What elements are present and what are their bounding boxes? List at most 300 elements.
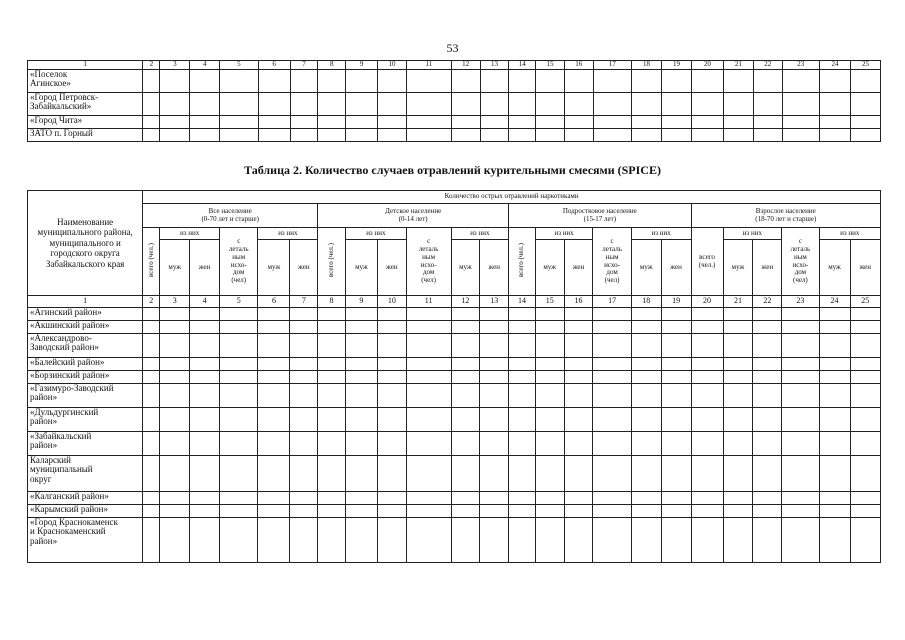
data-cell — [723, 505, 753, 518]
municipality-name: «Город Петровск- Забайкальский» — [28, 93, 143, 116]
data-cell — [723, 492, 753, 505]
data-cell — [190, 308, 220, 321]
data-cell — [662, 70, 692, 93]
data-cell — [480, 371, 509, 384]
column-number: 13 — [480, 296, 509, 308]
data-cell — [593, 358, 631, 371]
data-cell — [691, 408, 723, 432]
data-cell — [290, 518, 318, 563]
page-number: 53 — [446, 41, 459, 55]
data-cell — [535, 358, 564, 371]
data-cell — [190, 321, 220, 334]
data-cell — [631, 384, 661, 408]
data-cell — [753, 358, 782, 371]
data-cell — [819, 334, 850, 358]
data-cell — [258, 518, 290, 563]
data-cell — [377, 408, 406, 432]
column-number: 7 — [290, 61, 318, 70]
data-cell — [535, 505, 564, 518]
data-cell — [535, 384, 564, 408]
data-cell — [691, 334, 723, 358]
data-cell — [632, 70, 662, 93]
data-cell — [509, 93, 536, 116]
column-number: 20 — [691, 296, 723, 308]
data-cell — [220, 492, 258, 505]
table-row — [28, 93, 881, 116]
municipality-name: «Карымский район» — [28, 505, 143, 518]
column-number: 21 — [723, 61, 753, 70]
column-number: 21 — [723, 296, 753, 308]
column-number: 3 — [160, 296, 190, 308]
data-cell — [377, 505, 406, 518]
data-cell — [378, 116, 407, 129]
data-cell — [346, 129, 378, 142]
data-cell — [632, 116, 662, 129]
data-cell — [691, 518, 723, 563]
data-cell — [819, 408, 850, 432]
data-cell — [480, 116, 509, 129]
data-cell — [782, 518, 819, 563]
data-cell — [632, 93, 662, 116]
data-cell — [378, 129, 407, 142]
data-cell — [160, 321, 190, 334]
data-cell — [850, 334, 881, 358]
data-cell — [782, 116, 819, 129]
data-cell — [850, 93, 880, 116]
data-cell — [406, 129, 451, 142]
data-cell — [290, 505, 318, 518]
data-cell — [160, 408, 190, 432]
data-cell — [631, 505, 661, 518]
data-cell — [631, 408, 661, 432]
data-cell — [377, 321, 406, 334]
data-cell — [593, 308, 631, 321]
data-cell — [509, 371, 536, 384]
data-cell — [220, 384, 258, 408]
data-cell — [850, 371, 881, 384]
column-number: 23 — [782, 61, 819, 70]
data-cell — [160, 70, 190, 93]
column-number: 5 — [220, 296, 258, 308]
data-cell — [564, 308, 593, 321]
data-cell — [509, 308, 536, 321]
data-cell — [753, 518, 782, 563]
data-cell — [220, 334, 258, 358]
data-cell — [661, 358, 691, 371]
data-cell — [346, 116, 378, 129]
data-cell — [632, 129, 662, 142]
data-cell — [819, 93, 850, 116]
data-cell — [564, 456, 593, 492]
data-cell — [143, 321, 160, 334]
data-cell — [258, 70, 290, 93]
female-header: жен — [377, 240, 406, 296]
data-cell — [661, 308, 691, 321]
data-cell — [406, 492, 451, 505]
data-cell — [346, 93, 378, 116]
data-cell — [593, 334, 631, 358]
lethal-outcome-header: с леталь ным исхо- дом (чел) — [593, 228, 631, 296]
data-cell — [509, 518, 536, 563]
data-cell — [318, 518, 346, 563]
data-cell — [564, 384, 593, 408]
top-table — [27, 60, 881, 142]
column-number: 12 — [451, 61, 480, 70]
data-cell — [593, 408, 631, 432]
data-cell — [143, 408, 160, 432]
data-cell — [220, 456, 258, 492]
data-cell — [782, 129, 819, 142]
male-header: муж — [723, 240, 753, 296]
table-row — [28, 384, 881, 408]
data-cell — [143, 384, 160, 408]
column-number: 1 — [28, 296, 143, 308]
data-cell — [536, 116, 565, 129]
data-cell — [753, 432, 782, 456]
data-cell — [258, 432, 290, 456]
data-cell — [377, 492, 406, 505]
data-cell — [290, 321, 318, 334]
data-cell — [258, 358, 290, 371]
column-number: 4 — [190, 296, 220, 308]
data-cell — [143, 334, 160, 358]
data-cell — [782, 334, 819, 358]
data-cell — [220, 358, 258, 371]
data-cell — [451, 371, 480, 384]
data-cell — [753, 456, 782, 492]
data-cell — [593, 371, 631, 384]
data-cell — [536, 129, 565, 142]
data-cell — [451, 308, 480, 321]
municipality-name: «Забайкальский район» — [28, 432, 143, 456]
municipality-name: «Борзинский район» — [28, 371, 143, 384]
data-cell — [753, 129, 782, 142]
column-number: 3 — [160, 61, 190, 70]
lethal-outcome-header: с леталь ным исхо- дом (чел) — [406, 228, 451, 296]
data-cell — [160, 334, 190, 358]
data-cell — [782, 371, 819, 384]
age-group-header: Все население (0-70 лет и старше) — [143, 204, 318, 228]
header-row-super — [28, 191, 881, 204]
data-cell — [509, 456, 536, 492]
data-cell — [160, 116, 190, 129]
data-cell — [819, 384, 850, 408]
data-cell — [850, 358, 881, 371]
column-number: 25 — [850, 296, 881, 308]
of-them-header: из них — [535, 228, 593, 240]
data-cell — [290, 432, 318, 456]
municipality-name: «Александрово- Заводский район» — [28, 334, 143, 358]
data-cell — [143, 492, 160, 505]
data-cell — [220, 408, 258, 432]
column-number: 8 — [318, 296, 346, 308]
data-cell — [631, 492, 661, 505]
data-cell — [451, 456, 480, 492]
column-number: 4 — [190, 61, 220, 70]
of-them-header: из них — [345, 228, 406, 240]
data-cell — [753, 371, 782, 384]
data-cell — [819, 492, 850, 505]
data-cell — [406, 93, 451, 116]
data-cell — [480, 334, 509, 358]
data-cell — [536, 70, 565, 93]
data-cell — [143, 371, 160, 384]
data-cell — [190, 518, 220, 563]
data-cell — [593, 70, 631, 93]
data-cell — [819, 321, 850, 334]
column-number-row — [28, 296, 881, 308]
data-cell — [535, 456, 564, 492]
data-cell — [850, 116, 880, 129]
data-cell — [819, 505, 850, 518]
data-cell — [782, 432, 819, 456]
data-cell — [691, 321, 723, 334]
data-cell — [631, 358, 661, 371]
column-number: 10 — [378, 61, 407, 70]
data-cell — [160, 518, 190, 563]
data-cell — [661, 492, 691, 505]
data-cell — [258, 308, 290, 321]
data-cell — [819, 371, 850, 384]
data-cell — [451, 518, 480, 563]
data-cell — [819, 129, 850, 142]
column-number: 14 — [509, 296, 536, 308]
data-cell — [318, 384, 346, 408]
data-cell — [143, 308, 160, 321]
data-cell — [160, 505, 190, 518]
column-number: 18 — [632, 61, 662, 70]
data-cell — [723, 408, 753, 432]
column-number: 10 — [377, 296, 406, 308]
data-cell — [509, 505, 536, 518]
data-cell — [190, 358, 220, 371]
data-cell — [160, 384, 190, 408]
data-cell — [160, 492, 190, 505]
data-cell — [850, 384, 881, 408]
data-cell — [318, 492, 346, 505]
data-cell — [480, 70, 509, 93]
data-cell — [662, 93, 692, 116]
data-cell — [406, 308, 451, 321]
column-number: 24 — [819, 61, 850, 70]
data-cell — [220, 321, 258, 334]
data-cell — [850, 432, 881, 456]
data-cell — [819, 518, 850, 563]
data-cell — [480, 456, 509, 492]
data-cell — [819, 116, 850, 129]
data-cell — [850, 456, 881, 492]
data-cell — [480, 518, 509, 563]
data-cell — [190, 492, 220, 505]
data-cell — [691, 70, 723, 93]
data-cell — [564, 129, 593, 142]
column-number: 22 — [753, 296, 782, 308]
data-cell — [318, 129, 346, 142]
data-cell — [377, 456, 406, 492]
data-cell — [661, 384, 691, 408]
data-cell — [564, 70, 593, 93]
column-number: 6 — [258, 61, 290, 70]
municipality-name: «Калганский район» — [28, 492, 143, 505]
data-cell — [190, 334, 220, 358]
column-number: 18 — [631, 296, 661, 308]
data-cell — [691, 93, 723, 116]
data-cell — [593, 492, 631, 505]
data-cell — [258, 492, 290, 505]
data-cell — [345, 408, 377, 432]
data-cell — [509, 432, 536, 456]
data-cell — [220, 93, 258, 116]
data-cell — [753, 492, 782, 505]
municipality-name: «Газимуро-Заводский район» — [28, 384, 143, 408]
data-cell — [753, 321, 782, 334]
data-cell — [377, 432, 406, 456]
data-cell — [535, 518, 564, 563]
column-number: 6 — [258, 296, 290, 308]
data-cell — [258, 116, 290, 129]
data-cell — [691, 492, 723, 505]
data-cell — [691, 432, 723, 456]
table-row — [28, 116, 881, 129]
data-cell — [593, 518, 631, 563]
data-cell — [691, 371, 723, 384]
data-cell — [318, 408, 346, 432]
data-cell — [509, 408, 536, 432]
data-cell — [782, 70, 819, 93]
data-cell — [631, 334, 661, 358]
data-cell — [509, 70, 536, 93]
column-number: 2 — [143, 296, 160, 308]
data-cell — [318, 93, 346, 116]
column-number: 5 — [220, 61, 258, 70]
data-cell — [480, 321, 509, 334]
data-cell — [723, 93, 753, 116]
data-cell — [345, 371, 377, 384]
column-number: 17 — [593, 296, 631, 308]
data-cell — [850, 321, 881, 334]
data-cell — [536, 93, 565, 116]
data-cell — [258, 456, 290, 492]
data-cell — [782, 93, 819, 116]
male-header: муж — [258, 240, 290, 296]
data-cell — [723, 129, 753, 142]
data-cell — [290, 371, 318, 384]
of-them-header: из них — [631, 228, 691, 240]
column-number: 15 — [536, 61, 565, 70]
data-cell — [377, 358, 406, 371]
total-persons-header — [143, 228, 160, 296]
data-cell — [535, 371, 564, 384]
data-cell — [451, 334, 480, 358]
data-cell — [377, 334, 406, 358]
total-persons-header — [318, 228, 346, 296]
data-cell — [564, 116, 593, 129]
data-cell — [290, 384, 318, 408]
data-cell — [661, 456, 691, 492]
data-cell — [345, 505, 377, 518]
age-group-header: Взрослое население (18-70 лет и старше) — [691, 204, 880, 228]
data-cell — [753, 116, 782, 129]
data-cell — [782, 358, 819, 371]
column-number: 23 — [782, 296, 819, 308]
data-cell — [850, 518, 881, 563]
data-cell — [346, 70, 378, 93]
data-cell — [406, 518, 451, 563]
data-cell — [377, 518, 406, 563]
data-cell — [160, 308, 190, 321]
data-cell — [345, 432, 377, 456]
data-cell — [782, 408, 819, 432]
female-header: жен — [564, 240, 593, 296]
data-cell — [406, 384, 451, 408]
column-number: 2 — [143, 61, 160, 70]
column-number: 16 — [564, 61, 593, 70]
data-cell — [564, 93, 593, 116]
data-cell — [318, 432, 346, 456]
data-cell — [406, 456, 451, 492]
column-number: 11 — [406, 61, 451, 70]
data-cell — [691, 505, 723, 518]
data-cell — [290, 358, 318, 371]
data-cell — [535, 408, 564, 432]
data-cell — [220, 432, 258, 456]
data-cell — [451, 492, 480, 505]
data-cell — [290, 308, 318, 321]
data-cell — [160, 456, 190, 492]
table-row — [28, 456, 881, 492]
data-cell — [160, 129, 190, 142]
data-cell — [318, 116, 346, 129]
data-cell — [850, 129, 880, 142]
total-persons-header: всего (чел.) — [691, 228, 723, 296]
data-cell — [661, 321, 691, 334]
data-cell — [258, 129, 290, 142]
data-cell — [480, 93, 509, 116]
data-cell — [190, 129, 220, 142]
column-number: 1 — [28, 61, 143, 70]
data-cell — [318, 371, 346, 384]
data-cell — [850, 492, 881, 505]
table-row — [28, 518, 881, 563]
table-row — [28, 129, 881, 142]
data-cell — [143, 70, 160, 93]
data-cell — [593, 321, 631, 334]
data-cell — [661, 518, 691, 563]
table-row — [28, 408, 881, 432]
data-cell — [691, 384, 723, 408]
data-cell — [377, 384, 406, 408]
data-cell — [753, 408, 782, 432]
data-cell — [318, 358, 346, 371]
female-header: жен — [190, 240, 220, 296]
data-cell — [258, 408, 290, 432]
data-cell — [661, 334, 691, 358]
data-cell — [190, 384, 220, 408]
data-cell — [290, 408, 318, 432]
data-cell — [564, 432, 593, 456]
data-cell — [258, 371, 290, 384]
data-cell — [290, 492, 318, 505]
column-number: 9 — [346, 61, 378, 70]
municipality-name: ЗАТО п. Горный — [28, 129, 143, 142]
data-cell — [850, 505, 881, 518]
column-number: 19 — [662, 61, 692, 70]
total-persons-label: всего (чел.) — [146, 243, 155, 278]
data-cell — [535, 334, 564, 358]
data-cell — [258, 93, 290, 116]
super-group-header: Количество острых отравлений наркотиками — [143, 191, 881, 204]
column-number: 19 — [661, 296, 691, 308]
